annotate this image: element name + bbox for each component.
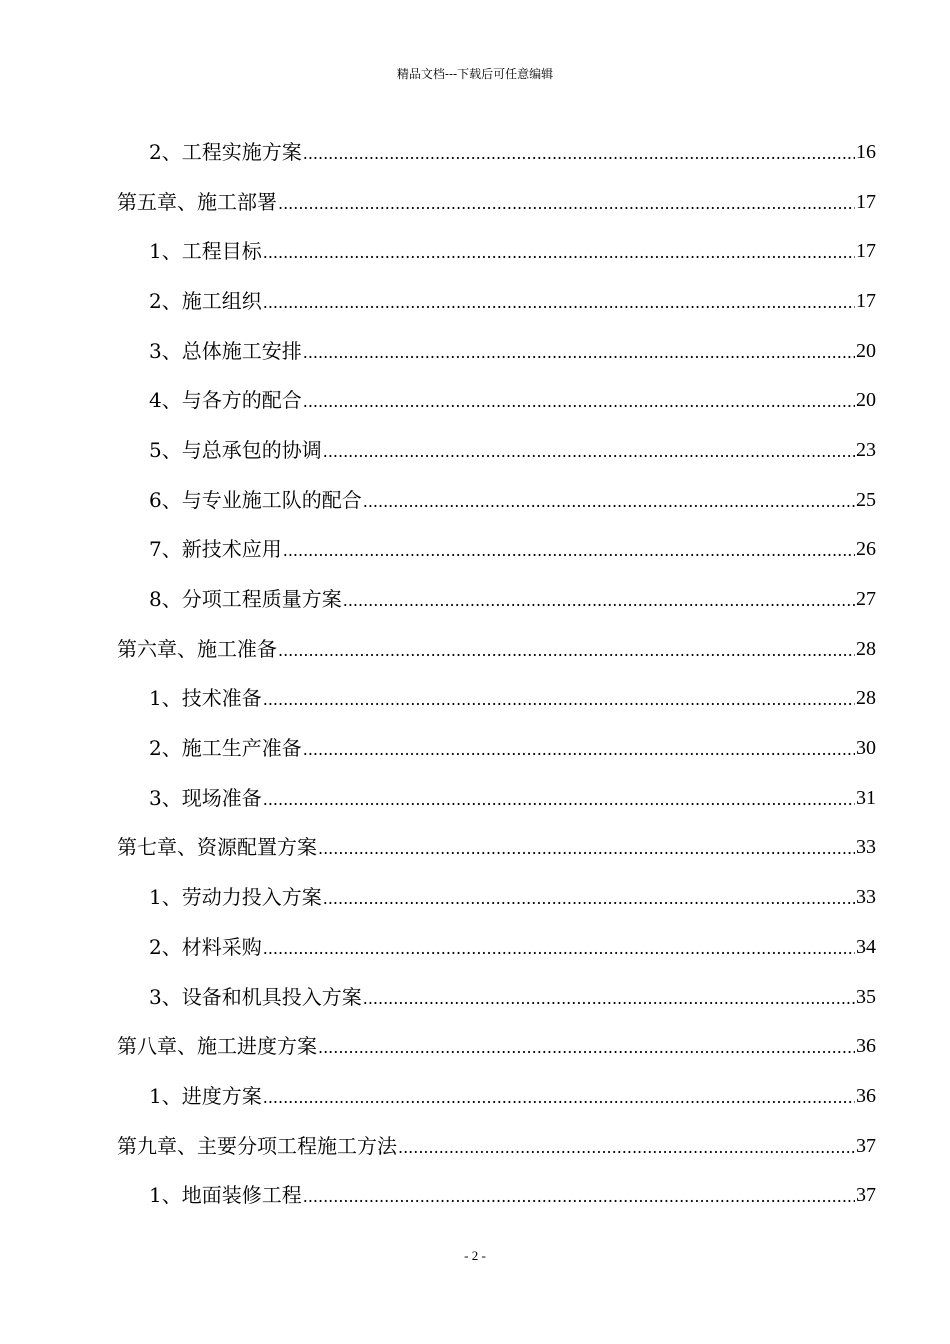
toc-entry-page: 25 [856,488,876,511]
toc-entry[interactable] [0,723,950,773]
toc-entry-title: 2、工程实施方案 [149,139,302,164]
toc-entry-page: 17 [856,240,876,263]
toc-entry-title: 3、现场准备 [149,785,262,810]
toc-dot-leader [278,192,855,216]
toc-entry-title: 1、技术准备 [149,686,262,711]
toc-entry-page: 16 [856,140,876,163]
toc-entry[interactable] [0,922,950,972]
toc-dot-leader [303,1185,855,1209]
toc-entry-title: 3、设备和机具投入方案 [149,984,362,1009]
toc-entry[interactable] [0,1170,950,1220]
page-header: 精品文档---下载后可任意编辑 [396,67,554,81]
toc-entry[interactable] [0,574,950,624]
toc-dot-leader [263,937,855,961]
toc-entry[interactable] [0,127,950,177]
toc-dot-leader [318,837,855,861]
toc-entry-page: 36 [856,1035,876,1058]
toc-entry[interactable] [0,773,950,823]
toc-entry-title: 第九章、主要分项工程施工方法 [117,1133,397,1158]
toc-dot-leader [263,688,855,712]
toc-entry-page: 28 [856,687,876,710]
toc-dot-leader [263,291,855,315]
table-of-contents [0,127,950,1220]
toc-entry-page: 37 [856,1184,876,1207]
toc-dot-leader [303,341,855,365]
toc-entry-title: 第五章、施工部署 [117,189,277,214]
toc-entry-page: 33 [856,886,876,909]
toc-dot-leader [363,490,855,514]
toc-entry-page: 17 [856,289,876,312]
toc-dot-leader [303,142,855,166]
toc-entry-page: 17 [856,190,876,213]
toc-entry[interactable] [0,226,950,276]
toc-entry-page: 28 [856,637,876,660]
toc-entry-title: 6、与专业施工队的配合 [149,487,362,512]
toc-dot-leader [263,1086,855,1110]
toc-entry-title: 3、总体施工安排 [149,338,302,363]
toc-entry-title: 第七章、资源配置方案 [117,835,317,860]
toc-entry-page: 37 [856,1134,876,1157]
toc-entry-title: 第八章、施工进度方案 [117,1034,317,1059]
toc-entry[interactable] [0,1121,950,1171]
toc-dot-leader [323,887,855,911]
toc-entry-title: 8、分项工程质量方案 [149,587,342,612]
toc-entry-title: 2、材料采购 [149,934,262,959]
toc-entry[interactable] [0,375,950,425]
toc-entry[interactable] [0,624,950,674]
toc-entry[interactable] [0,1021,950,1071]
toc-entry[interactable] [0,425,950,475]
toc-entry[interactable] [0,972,950,1022]
toc-entry-page: 33 [856,836,876,859]
toc-entry-page: 20 [856,389,876,412]
toc-entry-title: 1、进度方案 [149,1083,262,1108]
toc-entry[interactable] [0,276,950,326]
toc-entry[interactable] [0,674,950,724]
toc-entry[interactable] [0,177,950,227]
toc-entry-title: 1、地面装修工程 [149,1183,302,1208]
toc-dot-leader [283,539,855,563]
toc-entry[interactable] [0,326,950,376]
toc-entry-page: 27 [856,588,876,611]
toc-dot-leader [263,788,855,812]
toc-entry[interactable] [0,475,950,525]
toc-entry-page: 31 [856,786,876,809]
toc-dot-leader [363,987,855,1011]
toc-dot-leader [343,589,855,613]
toc-entry[interactable] [0,823,950,873]
toc-entry-page: 23 [856,438,876,461]
toc-dot-leader [303,738,855,762]
toc-entry-title: 4、与各方的配合 [149,388,302,413]
toc-entry-page: 26 [856,538,876,561]
toc-dot-leader [263,241,855,265]
toc-entry-page: 35 [856,985,876,1008]
toc-entry-title: 1、工程目标 [149,239,262,264]
toc-entry-page: 36 [856,1084,876,1107]
toc-dot-leader [303,390,855,414]
toc-dot-leader [398,1136,855,1160]
toc-entry-title: 5、与总承包的协调 [149,437,322,462]
page-number-footer: - 2 - [464,1248,486,1263]
toc-entry-title: 1、劳动力投入方案 [149,885,322,910]
toc-entry-title: 7、新技术应用 [149,537,282,562]
toc-dot-leader [318,1036,855,1060]
toc-dot-leader [278,639,855,663]
toc-entry-title: 2、施工组织 [149,288,262,313]
toc-entry-title: 2、施工生产准备 [149,736,302,761]
toc-entry[interactable] [0,1071,950,1121]
toc-entry[interactable] [0,872,950,922]
toc-entry-page: 34 [856,935,876,958]
toc-entry-page: 30 [856,737,876,760]
toc-entry-page: 20 [856,339,876,362]
toc-entry[interactable] [0,525,950,575]
toc-dot-leader [323,440,855,464]
toc-entry-title: 第六章、施工准备 [117,636,277,661]
